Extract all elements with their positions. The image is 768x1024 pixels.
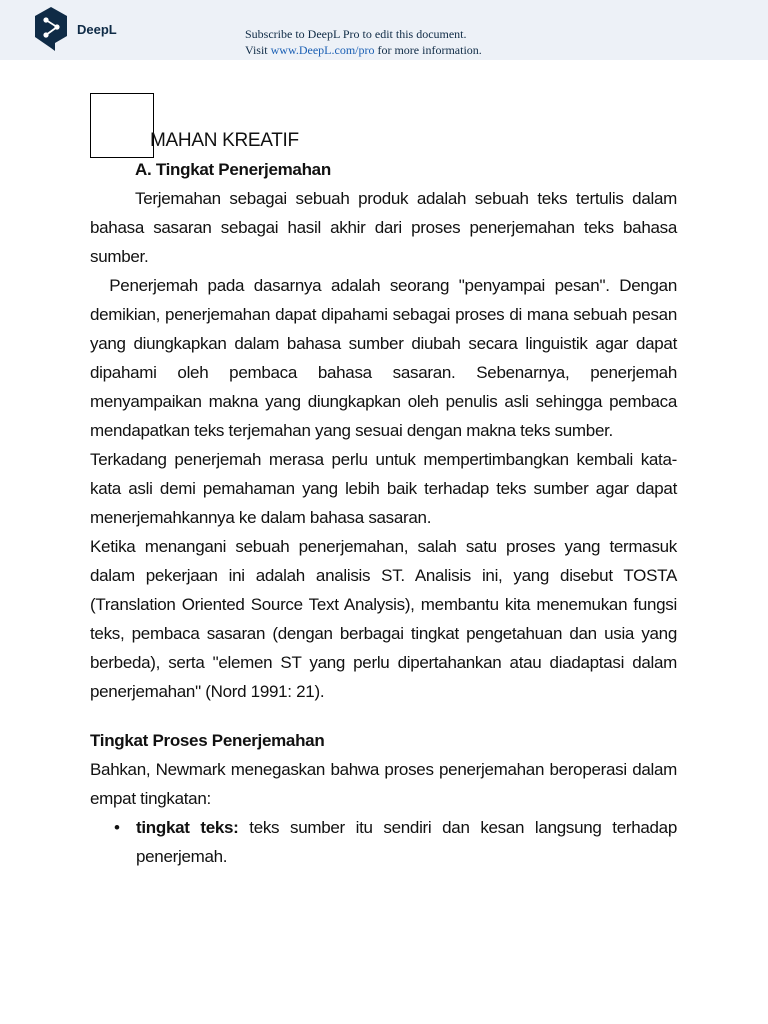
paragraph: Terjemahan sebagai sebuah produk adalah sebuah teks tertulis dalam bahasa sasaran sebagai hasil akhir dari proses penerjemahan teks bahasa sumber. [90,189,677,266]
deepl-brand-name: DeepL [77,21,117,37]
list-item [114,813,677,871]
chapter-title: MAHAN KREATIF [150,130,299,151]
subscribe-line: Subscribe to DeepL Pro to edit this document. [245,27,467,41]
paragraph-gap [90,706,677,726]
deepl-logo[interactable] [33,6,117,52]
list-item-text: teks sumber itu sendiri dan kesan langsung terhadap penerjemah. [136,818,677,866]
visit-line [245,42,482,58]
paragraph: Terkadang penerjemah merasa perlu untuk mempertimbangkan kembali kata-kata asli demi pemahaman yang lebih baik terhadap teks sumber agar dapat menerjemahkannya ke dalam bahasa sasaran. [90,450,677,527]
deepl-pro-link[interactable]: www.DeepL.com/pro [270,43,375,57]
paragraph: Bahkan, Newmark menegaskan bahwa proses penerjemahan beroperasi dalam empat tingkatan: [90,760,677,808]
section-heading: A. Tingkat Penerjemahan [135,160,331,179]
subscribe-message [245,26,482,58]
visit-prefix: Visit [245,43,271,57]
list-item-term: tingkat teks: [136,818,239,837]
document-body [90,126,682,871]
visit-suffix: for more information. [374,43,482,57]
level-list [90,813,677,871]
deepl-banner [0,0,768,60]
paragraph: Penerjemah pada dasarnya adalah seorang "penyampai pesan". Dengan demikian, penerjemahan dapat dipahami sebagai proses di mana sebuah pesan yang diungkapkan dalam bahasa sumber diubah secara linguistik agar dapat dipahami oleh pembaca bahasa sasaran. Sebenarnya, penerjemah menyampaikan makna yang diungkapkan oleh penulis asli sehingga pembaca mendapatkan teks terjemahan yang sesuai dengan makna teks sumber. [90,276,682,440]
bullet-icon: • [114,818,120,837]
paragraph: Ketika menangani sebuah penerjemahan, salah satu proses yang termasuk dalam pekerjaan ini adalah analisis ST. Analisis ini, yang disebut TOSTA (Translation Oriented Source Text Analysis), membantu kita menemukan fungsi teks, pembaca sasaran (dengan berbagai tingkat pengetahuan dan usia yang berbeda), serta "elemen ST yang perlu dipertahankan atau diadaptasi dalam penerjemahan" (Nord 1991: 21). [90,537,677,701]
section-heading: Tingkat Proses Penerjemahan [90,731,325,750]
deepl-logo-icon [33,6,69,52]
